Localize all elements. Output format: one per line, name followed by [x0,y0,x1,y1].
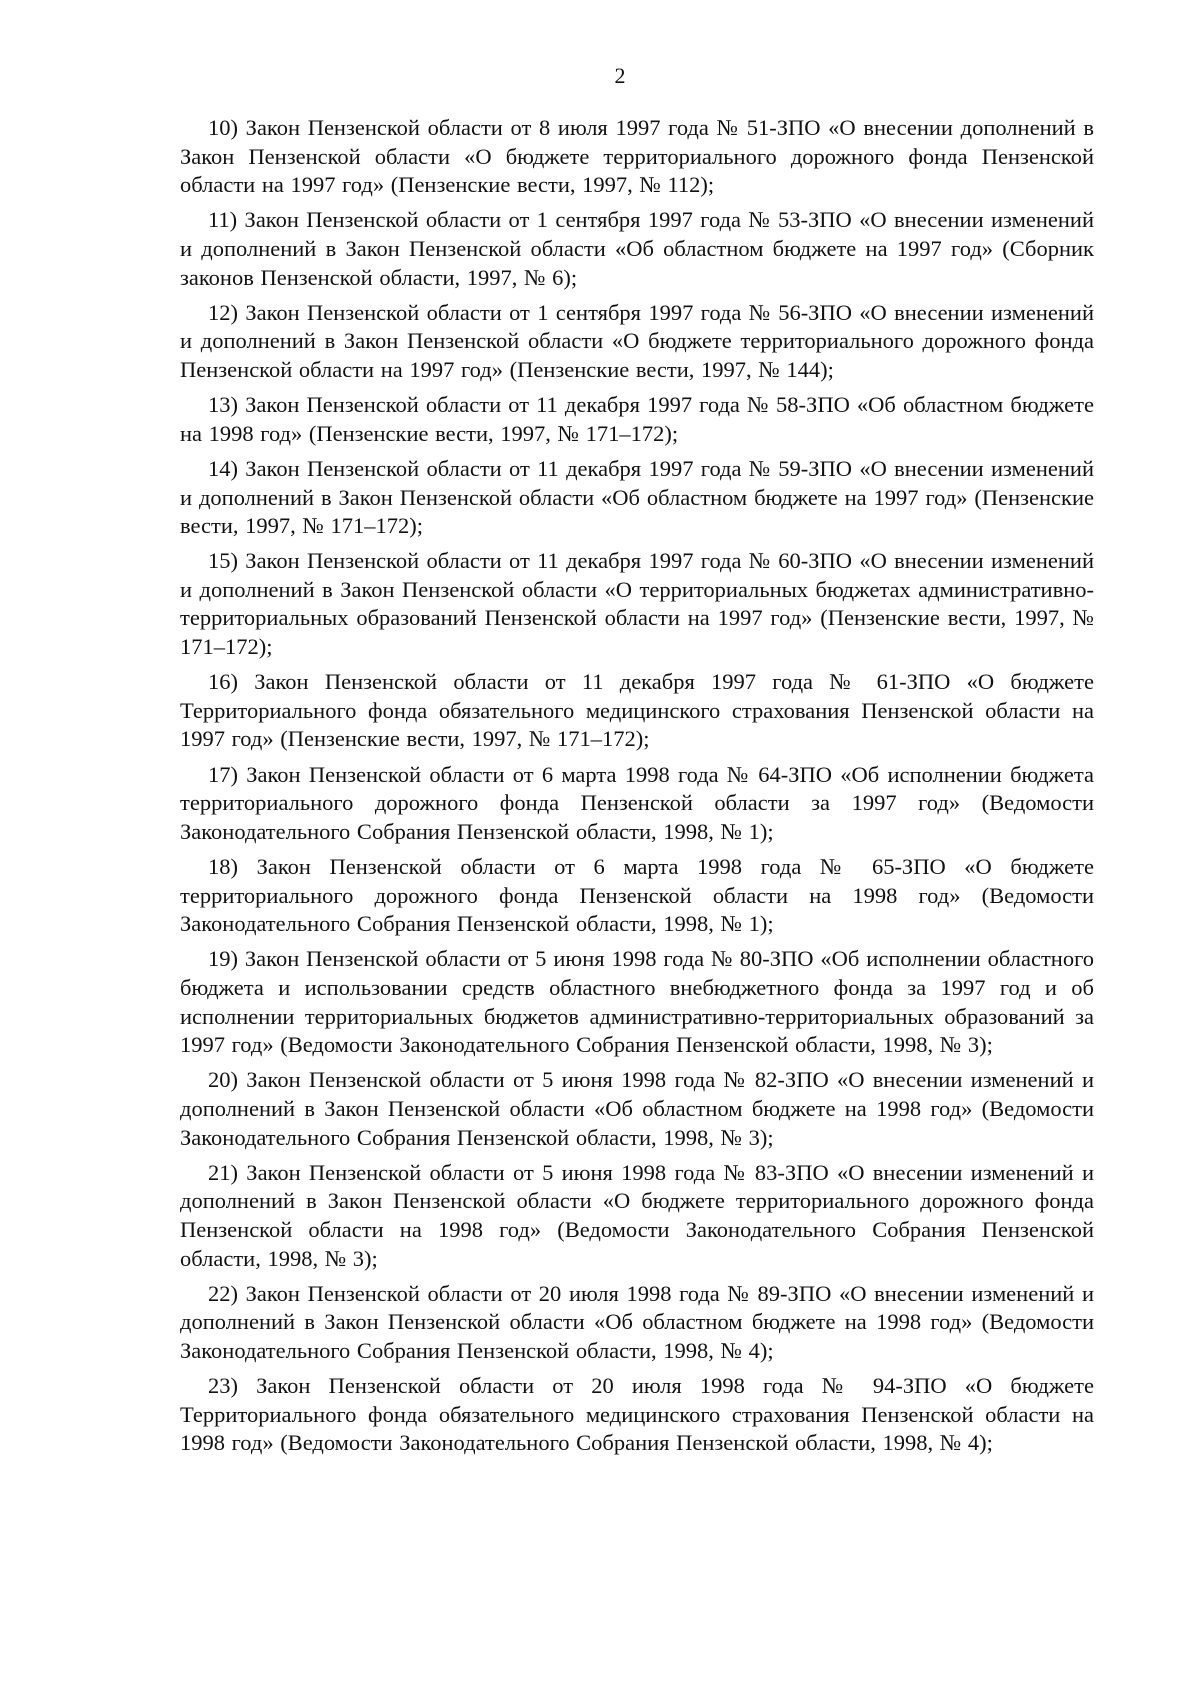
page-number: 2 [614,63,626,88]
list-item: 18) Закон Пензенской области от 6 марта 1998 года № 65-ЗПО «О бюджете территориального дорожного фонда Пензенской области на 1998 год» (Ведомости Законодательного Собрания Пензенской области, 1998, № 1); [180,854,1094,937]
list-item: 15) Закон Пензенской области от 11 декабря 1997 года № 60-ЗПО «О внесении изменений и дополнений в Закон Пензенской области «О территориальных бюджетах административно-территориальных образований Пензенской области на 1997 год» (Пензенские вести, 1997, № 171–172); [180,548,1094,660]
list-item: 13) Закон Пензенской области от 11 декабря 1997 года № 58-ЗПО «Об областном бюджете на 1998 год» (Пензенские вести, 1997, № 171–172); [180,392,1094,446]
list-item: 22) Закон Пензенской области от 20 июля 1998 года № 89-ЗПО «О внесении изменений и дополнений в Закон Пензенской области «Об областном бюджете на 1998 год» (Ведомости Законодательного Собрания Пензенской области, 1998, № 4); [180,1280,1094,1363]
list-item: 20) Закон Пензенской области от 5 июня 1998 года № 82-ЗПО «О внесении изменений и дополнений в Закон Пензенской области «Об областном бюджете на 1998 год» (Ведомости Законодательного Собрания Пензенской области, 1998, № 3); [180,1067,1094,1150]
list-item: 14) Закон Пензенской области от 11 декабря 1997 года № 59-ЗПО «О внесении изменений и дополнений в Закон Пензенской области «Об областном бюджете на 1997 год» (Пензенские вести, 1997, № 171–172); [180,455,1094,539]
list-item: 17) Закон Пензенской области от 6 марта 1998 года № 64-ЗПО «Об исполнении бюджета территориального дорожного фонда Пензенской области за 1997 год» (Ведомости Законодательного Собрания Пензенской области, 1998, № 1); [180,761,1094,844]
list-item: 16) Закон Пензенской области от 11 декабря 1997 года № 61-ЗПО «О бюджете Территориального фонда обязательного медицинского страхования Пензенской области на 1997 год» (Пензенские вести, 1997, № 171–172); [180,669,1094,752]
list-item: 11) Закон Пензенской области от 1 сентября 1997 года № 53-ЗПО «О внесении изменений и дополнений в Закон Пензенской области «Об областном бюджете на 1997 год» (Сборник законов Пензенской области, 1997, № 6); [180,207,1094,290]
list-item: 12) Закон Пензенской области от 1 сентября 1997 года № 56-ЗПО «О внесении изменений и дополнений в Закон Пензенской области «О бюджете территориального дорожного фонда Пензенской области на 1997 год» (Пензенские вести, 1997, № 144); [180,299,1094,382]
list-item: 23) Закон Пензенской области от 20 июля 1998 года № 94-ЗПО «О бюджете Территориального фонда обязательного медицинского страхования Пензенской области на 1998 год» (Ведомости Законодательного Собрания Пензенской области, 1998, № 4); [180,1373,1094,1456]
law-list [180,114,1094,1464]
list-item: 21) Закон Пензенской области от 5 июня 1998 года № 83-ЗПО «О внесении изменений и дополнений в Закон Пензенской области «О бюджете территориального дорожного фонда Пензенской области на 1998 год» (Ведомости Законодательного Собрания Пензенской области, 1998, № 3); [180,1159,1094,1271]
list-item: 10) Закон Пензенской области от 8 июля 1997 года № 51-ЗПО «О внесении дополнений в Закон Пензенской области «О бюджете территориального дорожного фонда Пензенской области на 1997 год» (Пензенские вести, 1997, № 112); [180,115,1094,198]
list-item: 19) Закон Пензенской области от 5 июня 1998 года № 80-ЗПО «Об исполнении областного бюджета и использовании средств областного внебюджетного фонда за 1997 год и об исполнении территориальных бюджетов административно-территориальных образований за 1997 год» (Ведомости Законодательного Собрания Пензенской области, 1998, № 3); [180,946,1094,1058]
